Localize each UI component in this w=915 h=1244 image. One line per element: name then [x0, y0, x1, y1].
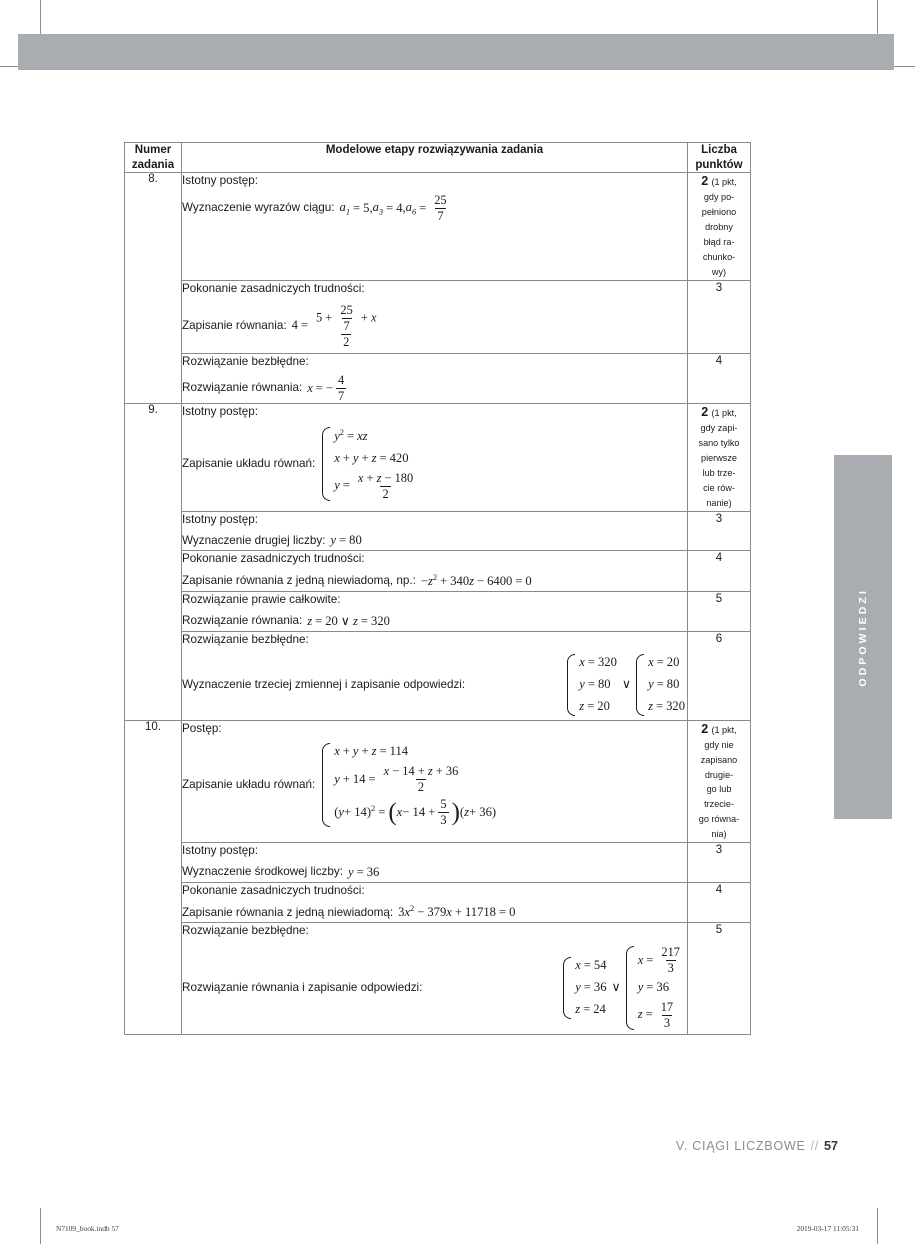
fraction [356, 472, 415, 501]
answer-key-sheet [124, 142, 750, 1035]
fraction-17-over-3 [659, 1001, 675, 1030]
table-row [125, 592, 751, 631]
math-op-eq: = [386, 200, 394, 215]
math-prefix: Zapisanie równania z jedną niewiadomą, np.: [182, 574, 416, 588]
equation-3: z = 24 [575, 1001, 606, 1016]
cell-spacer [182, 265, 687, 279]
equation-2: x + y + z = 420 [334, 450, 409, 465]
math-expression: Wyznaczenie środkowej liczby: y = 36 [182, 864, 687, 882]
fraction-numerator: x + z − 180 [357, 470, 414, 485]
solution-stage-cell [182, 592, 688, 631]
fraction-numerator: x − 14 + z + 36 [383, 764, 459, 779]
points-value: 4 [715, 883, 723, 896]
fraction-4-over-7 [336, 374, 346, 403]
fraction-outer [314, 304, 379, 349]
table-row [125, 511, 751, 550]
left-brace [626, 946, 634, 1030]
stage-label: Istotny postęp: [182, 174, 259, 188]
math-op-eq: = [353, 200, 361, 215]
points-cell [688, 353, 751, 404]
points-cell [688, 923, 751, 1035]
math-var-a3: $a_3$ [372, 199, 384, 217]
section-thumb-tab-odpowiedzi [834, 455, 892, 819]
points-cell [688, 173, 751, 281]
equation-1: x = 54 [575, 958, 607, 973]
left-brace [322, 427, 330, 501]
right-paren: ) [451, 798, 460, 826]
left-brace [563, 957, 571, 1019]
math-expression [182, 743, 687, 827]
cell-spacer [182, 223, 687, 237]
equation-1: x + y + z = 114 [334, 744, 409, 759]
equation-1: $y^2$ = xz [334, 427, 368, 444]
fraction-denominator: 7 [338, 389, 345, 404]
math-expression: Zapisanie równania z jedną niewiadomą: 3 $x^2$ − 379 x + 11718 = 0 [182, 904, 516, 920]
points-value: 4 [715, 354, 723, 367]
stage-label: Istotny postęp: [182, 844, 259, 858]
math-prefix: Wyznaczenie trzeciej zmiennej i zapisanie odpowiedzi: [182, 677, 466, 691]
math-prefix: Wyznaczenie wyrazów ciągu: [182, 201, 335, 215]
math-op-or: ∨ [611, 980, 621, 995]
header-points: Liczba punktów [688, 143, 751, 173]
math-expression [182, 374, 687, 403]
math-expression [182, 946, 687, 1030]
math-var-x: x [307, 380, 313, 395]
footer-separator: // [810, 1139, 819, 1153]
math-expression [182, 427, 687, 501]
points-value: 2 [701, 405, 709, 420]
equation-system [322, 427, 418, 501]
equation-system-solution-a [567, 654, 617, 716]
points-value: 4 [715, 552, 723, 565]
fraction-numerator: 25 [434, 193, 447, 208]
points-cell [688, 592, 751, 631]
crop-mark-bottom-right [877, 1208, 878, 1244]
footer-page-number: 57 [823, 1139, 838, 1153]
points-cell [688, 511, 751, 550]
points-value: 6 [715, 632, 723, 645]
equation-system-solution-b [636, 654, 685, 716]
fraction-denominator: 3 [440, 813, 447, 828]
fraction-numerator: 17 [660, 999, 674, 1014]
fraction-numerator: 5 [440, 797, 447, 812]
math-prefix: Rozwiązanie równania: [182, 381, 303, 395]
table-row [125, 173, 751, 281]
equation-1: x = 20 [648, 655, 680, 670]
task-number-10: 10. [125, 720, 182, 1034]
points-value: 5 [715, 593, 723, 606]
stage-label: Rozwiązanie bezbłędne: [182, 354, 309, 368]
table-row [125, 551, 751, 592]
points-value: 3 [715, 844, 723, 857]
points-note: (1 pkt, gdy po- pełniono drobny błąd ra- chunko- wy) [701, 177, 737, 278]
table-row [125, 843, 751, 882]
fraction-denominator: 3 [663, 1015, 671, 1030]
page-footer [0, 1139, 838, 1153]
fraction-denominator: 2 [343, 334, 350, 349]
math-op-eq: = [315, 380, 323, 395]
task-number-8: 8. [125, 173, 182, 404]
math-prefix: Wyznaczenie drugiej liczby: [182, 534, 326, 548]
math-expression: Rozwiązanie równania: z = 20 ∨ z = 320 [182, 613, 687, 631]
fraction [382, 765, 461, 794]
fraction-denominator: 2 [382, 486, 389, 501]
table-row [125, 404, 751, 512]
stage-label: Rozwiązanie bezbłędne: [182, 924, 309, 938]
solution-stage-cell [182, 173, 688, 281]
left-brace [636, 654, 644, 716]
solution-stage-cell [182, 720, 688, 843]
stage-label: Pokonanie zasadniczych trudności: [182, 282, 365, 295]
answer-key-table [124, 142, 751, 1035]
equation-1: x = $\frac{217}{3}$ [637, 945, 680, 976]
points-value: 2 [701, 174, 709, 189]
fraction-25-over-7 [432, 194, 448, 223]
table-header-row [125, 143, 751, 173]
left-brace [322, 743, 330, 827]
solution-stage-cell [182, 631, 688, 720]
section-thumb-tab-label: ODPOWIEDZI [857, 587, 869, 687]
points-cell [688, 551, 751, 592]
math-expression [182, 304, 687, 349]
task-number-9: 9. [125, 404, 182, 720]
points-note: (1 pkt, gdy nie zapisano drugie- go lub trzecie- go równa- nia) [698, 724, 740, 840]
math-op-minus: − [325, 380, 333, 395]
math-op-or: ∨ [340, 613, 351, 628]
footer-chapter-title: V. CIĄGI LICZBOWE [675, 1139, 806, 1153]
table-row [125, 281, 751, 354]
stage-label: Pokonanie zasadniczych trudności: [182, 552, 365, 566]
solution-stage-cell [182, 404, 688, 512]
equation-system [322, 743, 496, 827]
fraction-numerator: 5 + $\frac{25}{7}$ + x [316, 302, 377, 333]
header-solution-stages: Modelowe etapy rozwiązywania zadania [182, 143, 688, 173]
table-row [125, 631, 751, 720]
equation-1: x = 320 [579, 655, 617, 670]
math-op-eq: = [300, 318, 309, 333]
stage-label: Pokonanie zasadniczych trudności: [182, 883, 365, 897]
points-cell [688, 631, 751, 720]
math-op-eq: = [419, 200, 427, 215]
fraction-denominator: 7 [343, 318, 350, 333]
stage-label: Rozwiązanie prawie całkowite: [182, 593, 341, 607]
math-expression: Wyznaczenie drugiej liczby: y = 80 [182, 532, 687, 550]
equation-2: y = 80 [648, 676, 680, 691]
print-slug-timestamp: 2019-03-17 11:05:31 [796, 1224, 859, 1233]
points-value: 3 [715, 282, 723, 294]
equation-3: z = $\frac{17}{3}$ [637, 999, 674, 1030]
fraction-denominator: 7 [437, 209, 444, 224]
fraction-25-over-7 [338, 304, 354, 333]
page-header-banner [18, 34, 894, 70]
solution-stage-cell [182, 353, 688, 404]
math-prefix: Rozwiązanie równania: [182, 614, 303, 628]
equation-2: y = 36 [637, 980, 669, 995]
points-cell [688, 882, 751, 923]
table-row [125, 923, 751, 1035]
math-prefix: Zapisanie równania: [182, 318, 287, 332]
math-prefix: Wyznaczenie środkowej liczby: [182, 865, 343, 879]
table-row [125, 353, 751, 404]
points-cell [688, 281, 751, 354]
math-num-4: 4 [291, 318, 298, 333]
points-cell [688, 720, 751, 843]
math-prefix: Zapisanie układu równań: [182, 456, 316, 470]
fraction-denominator: 2 [417, 780, 425, 795]
left-paren: ( [388, 798, 397, 826]
math-expression [182, 654, 687, 716]
points-cell [688, 404, 751, 512]
solution-stage-cell [182, 923, 688, 1035]
solution-stage-cell [182, 843, 688, 882]
equation-3: ( y + 14)$^2$ = ( x − 14 + $\frac{5}{3}$ ) ( z + 36) [334, 797, 497, 828]
solution-stage-cell [182, 882, 688, 923]
solution-stage-cell [182, 511, 688, 550]
math-num-5: 5, [363, 200, 373, 215]
solution-stage-cell [182, 551, 688, 592]
math-num-4: 4, [396, 200, 406, 215]
points-value: 2 [701, 721, 709, 736]
points-value: 5 [715, 924, 723, 937]
math-expression [182, 194, 687, 223]
stage-label: Istotny postęp: [182, 405, 259, 419]
equation-3: y = $\frac{x + z - 180}{2}$ [334, 470, 414, 501]
math-prefix: Rozwiązanie równania i zapisanie odpowiedzi: [182, 980, 423, 994]
fraction-5-over-3 [438, 798, 448, 827]
cell-spacer [182, 237, 687, 251]
equation-3: z = 320 [648, 698, 685, 713]
equation-2: y + 14 = $\frac{x - 14 + z + 36}{2}$ [334, 764, 459, 795]
fraction-denominator: 3 [667, 961, 674, 976]
table-row [125, 720, 751, 843]
fraction-numerator: 25 [340, 302, 353, 317]
math-prefix: Zapisanie układu równań: [182, 778, 316, 791]
points-cell [688, 843, 751, 882]
header-task-number: Numer zadania [125, 143, 182, 173]
fraction-numerator: 4 [338, 373, 345, 388]
fraction-numerator: 217 [661, 945, 680, 959]
stage-label: Istotny postęp: [182, 512, 259, 526]
points-value: 3 [715, 512, 723, 525]
fraction-217-over-3 [659, 946, 682, 975]
math-expression: Zapisanie równania z jedną niewiadomą, np.: − $z^2$ + 340 z − 6400 = 0 [182, 572, 532, 589]
cell-spacer [182, 251, 687, 265]
math-prefix: Zapisanie równania z jedną niewiadomą: [182, 905, 394, 919]
equation-3: z = 20 [579, 698, 610, 713]
stage-label: Postęp: [182, 721, 222, 735]
equation-system-solution-a [563, 957, 606, 1019]
solution-stage-cell [182, 281, 688, 354]
math-var-a6: $a_6$ [405, 199, 417, 217]
equation-system-solution-b [626, 946, 685, 1030]
crop-mark-bottom-left [40, 1208, 41, 1244]
stage-label: Rozwiązanie bezbłędne: [182, 632, 309, 646]
math-var-a1: $a_1$ [339, 199, 351, 217]
equation-2: y = 80 [579, 676, 611, 691]
equation-2: y = 36 [575, 980, 607, 995]
points-note: (1 pkt, gdy zapi- sano tylko pierwsze lub trze- cie rów- nanie) [698, 408, 740, 508]
left-brace [567, 654, 575, 716]
math-op-or: ∨ [621, 676, 632, 691]
print-slug-filename: N7109_book.indb 57 [56, 1224, 119, 1233]
table-row [125, 882, 751, 923]
